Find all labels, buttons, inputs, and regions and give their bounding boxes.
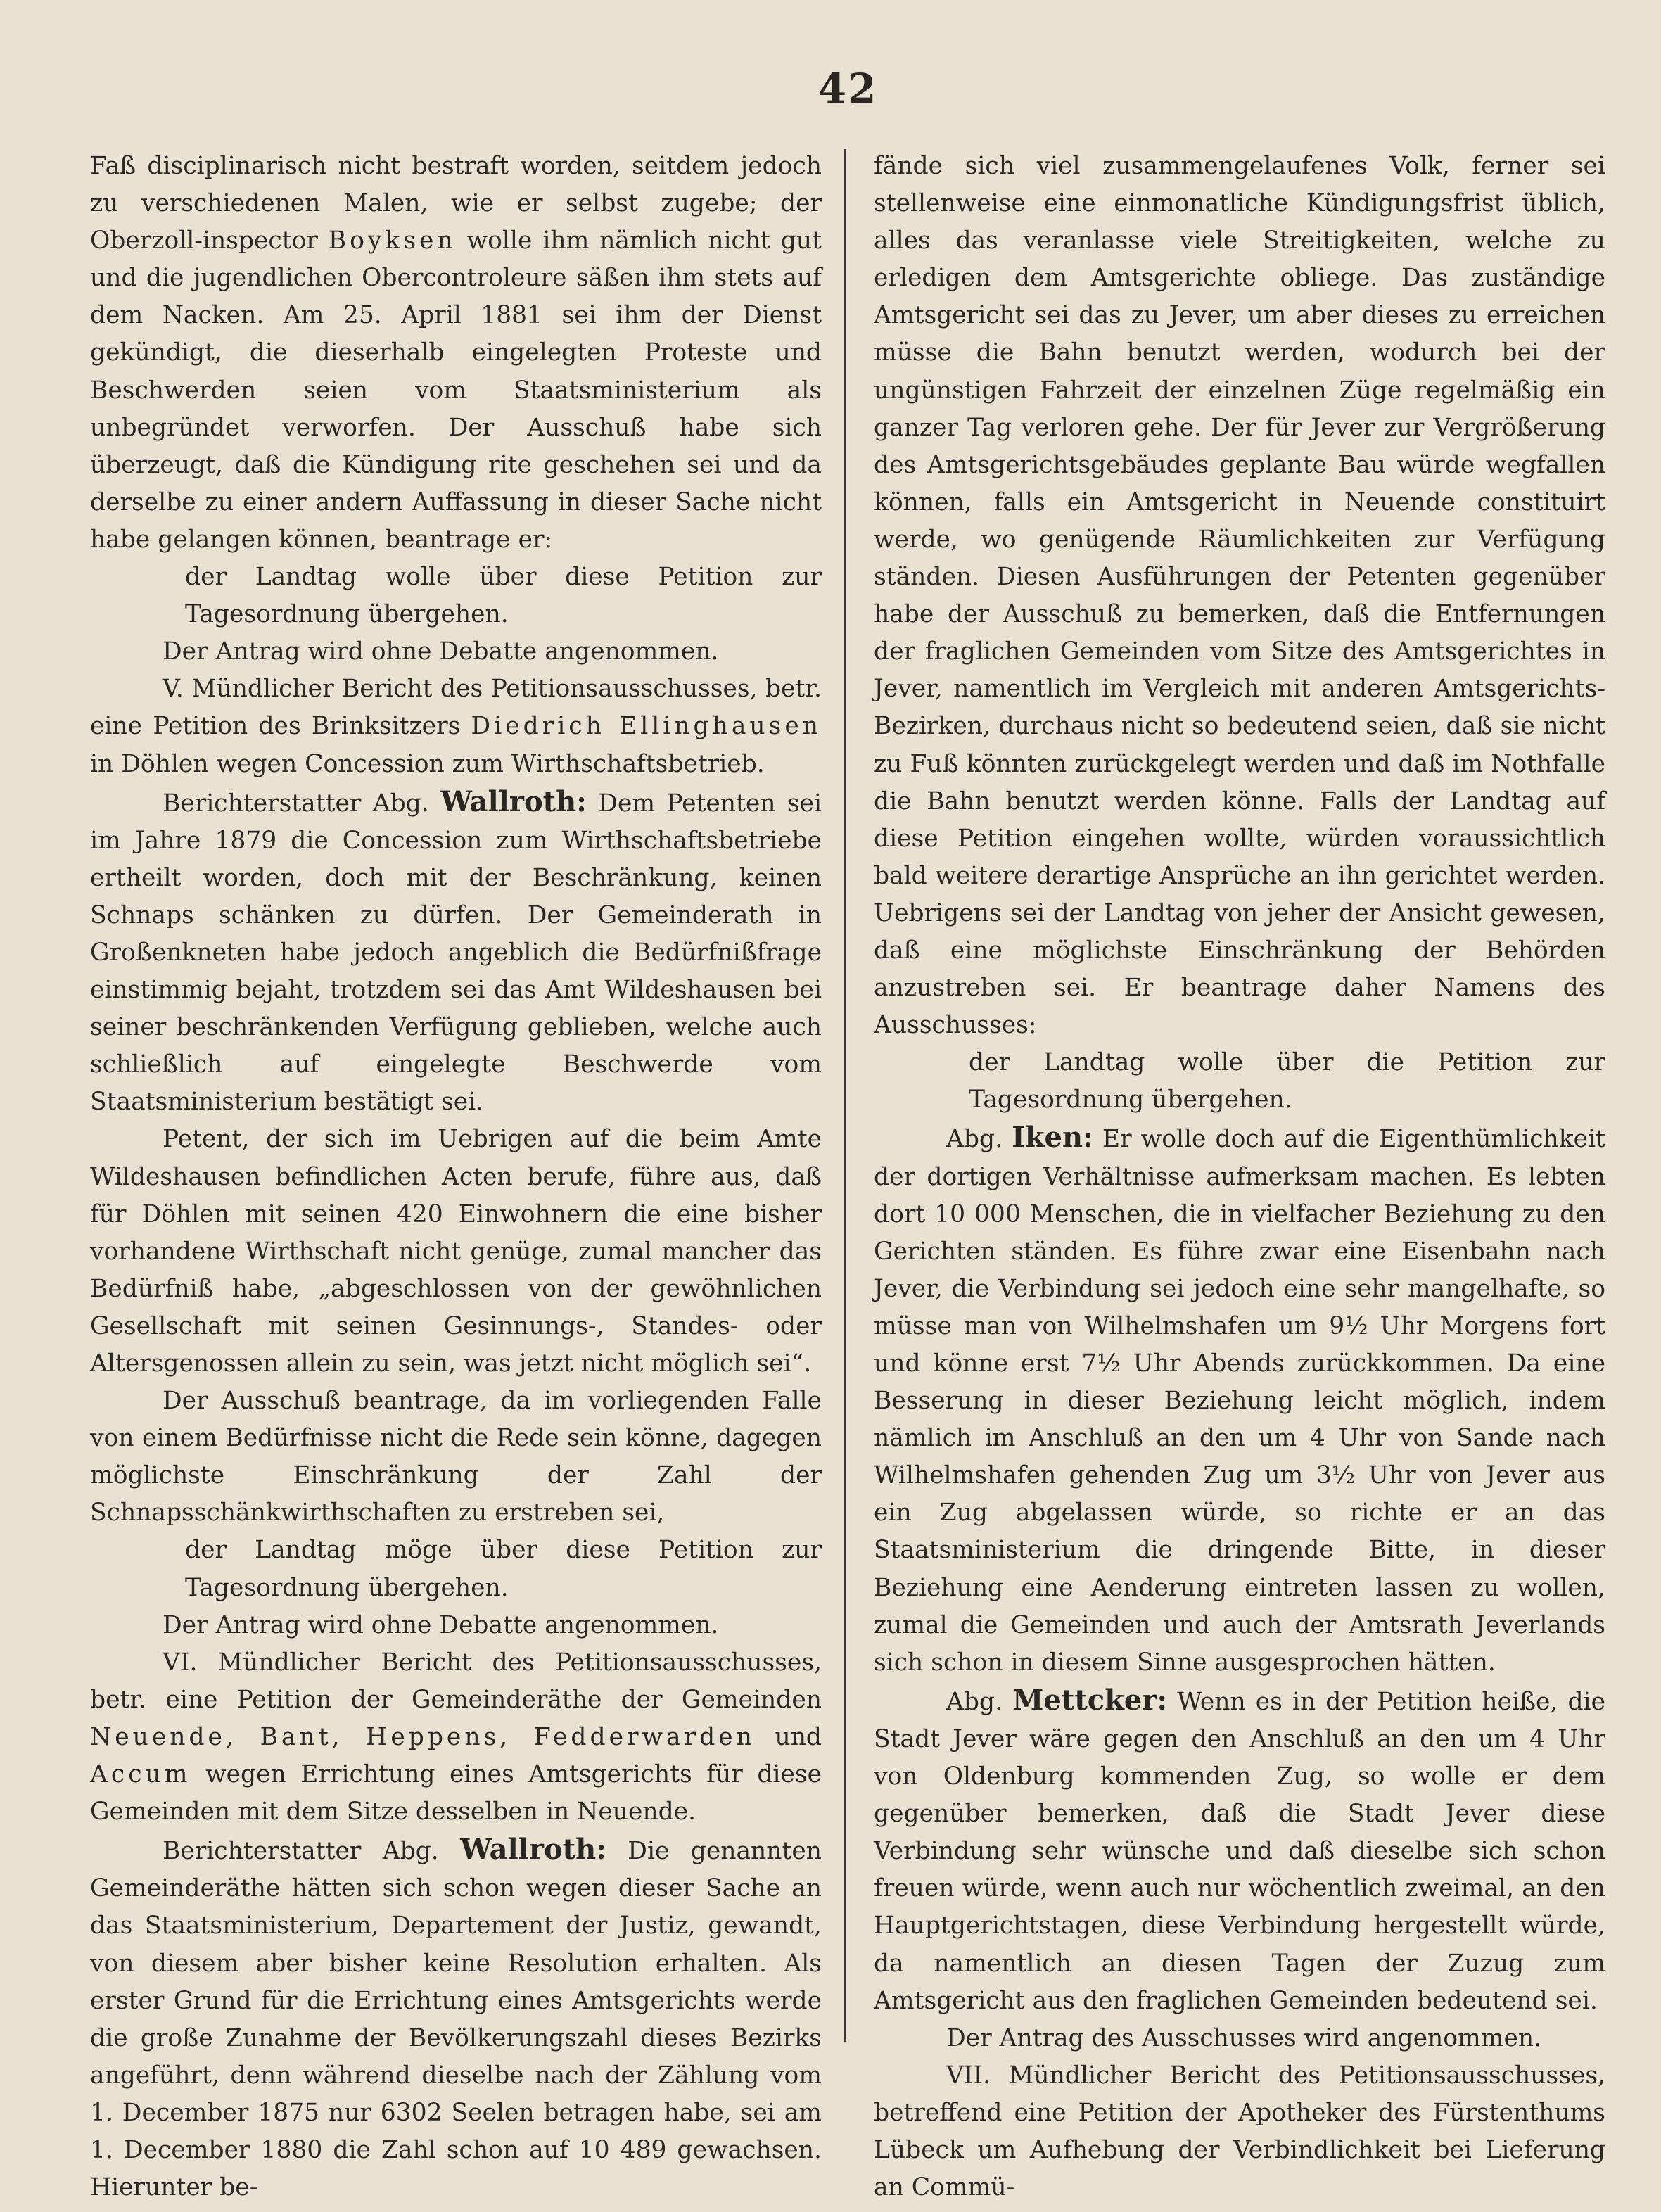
- page-number: 42: [817, 65, 878, 113]
- motion-text: der Landtag wolle über die Petition zur Tagesordnung übergehen.: [969, 1048, 1605, 1114]
- paragraph: Der Antrag wird ohne Debatte angenommen.: [163, 637, 719, 666]
- paragraph: fände sich viel zusammengelaufenes Volk, ferner sei stellenweise eine einmonatliche Kündigungsfrist üblich, alles das veranlasse viele Streitigkeiten, welche zu erledigen dem Amtsgerichte obliege. Das zuständige Amtsgericht sei das zu Jever, um aber dieses zu erreichen müsse die Bahn benutzt werden, wodurch bei der ungünstigen Fahrzeit der einzelnen Züge regelmäßig ein ganzer Tag verloren gehe. Der für Jever zur Vergrößerung des Amtsgerichtsgebäudes geplante Bau würde wegfallen können, falls ein Amtsgericht in Neuende constituirt werde, wo genügende Räumlichkeiten zur Verfügung ständen. Diesen Ausführungen der Petenten gegenüber habe der Ausschuß zu bemerken, daß die Entfernungen der fraglichen Gemeinden vom Sitze des Amtsgerichtes in Jever, namentlich im Vergleich mit anderen Amtsgerichts-Bezirken, durchaus nicht so bedeutend seien, daß sie nicht zu Fuß könnten zurückgelegt werden und daß im Nothfalle die Bahn benutzt werden könne. Falls der Landtag auf diese Petition eingehen wollte, würden voraussichtlich bald weitere derartige Ansprüche an ihn gerichtet werden. Uebrigens sei der Landtag von jeher der Ansicht gewesen, daß eine möglichste Einschränkung der Behörden anzustreben sei. Er beantrage daher Namens des Ausschusses:: [874, 152, 1605, 1040]
- paragraph: Abg. Iken: Er wolle doch auf die Eigenthümlichkeit der dortigen Verhältnisse aufmerksam machen. Es lebten dort 10 000 Menschen, die in vielfacher Beziehung zu den Gerichten ständen. Es führe zwar eine Eisenbahn nach Jever, die Verbindung sei jedoch eine sehr mangelhafte, so müsse man von Wilhelmshafen um 9½ Uhr Morgens fort und könne erst 7½ Uhr Abends zurückkommen. Da eine Besserung in dieser Beziehung leicht möglich, indem nämlich im Anschluß an den um 4 Uhr von Sande nach Wilhelmshafen gehenden Zug um 3½ Uhr von Jever aus ein Zug abgelassen würde, so richte er an das Staatsministerium die dringende Bitte, in dieser Beziehung eine Aenderung eintreten lassen zu wollen, zumal die Gemeinden und auch der Amtsrath Jeverlands sich schon in diesem Sinne ausgesprochen hätten.: [874, 1121, 1605, 1677]
- paragraph: Abg. Mettcker: Wenn es in der Petition heiße, die Stadt Jever wäre gegen den Anschluß an den um 4 Uhr von Oldenburg kommenden Zug, so wolle er dem gegenüber bemerken, daß die Stadt Jever diese Verbindung sehr wünsche und daß dieselbe sich schon freuen würde, wenn auch nur wöchentlich zweimal, an den Hauptgerichtstagen, diese Verbindung hergestellt würde, da namentlich an diesen Tagen der Zuzug zum Amtsgericht aus den fraglichen Gemeinden bedeutend sei.: [874, 1683, 1605, 2015]
- section-heading: V. Mündlicher Bericht des Petitionsausschusses, betr. eine Petition des Brinksitzers Diedrich Ellinghausen in Döhlen wegen Concession zum Wirthschaftsbetrieb.: [90, 675, 822, 778]
- paragraph: Faß disciplinarisch nicht bestraft worden, seitdem jedoch zu verschiedenen Malen, wie er selbst zugebe; der Oberzoll-inspector Boyksen wolle ihm nämlich nicht gut und die jugendlichen Obercontroleure säßen ihm stets auf dem Nacken. Am 25. April 1881 sei ihm der Dienst gekündigt, die dieserhalb eingelegten Proteste und Beschwerden seien vom Staatsministerium als unbegründet verworfen. Der Ausschuß habe sich überzeugt, daß die Kündigung rite geschehen sei und da derselbe zu einer andern Auffassung in dieser Sache nicht habe gelangen können, beantrage er:: [90, 152, 822, 554]
- section-heading: VI. Mündlicher Bericht des Petitionsausschusses, betr. eine Petition der Gemeinderäthe der Gemeinden Neuende, Bant, Heppens, Fedderwarden und Accum wegen Errichtung eines Amtsgerichts für diese Gemeinden mit dem Sitze desselben in Neuende.: [90, 1648, 822, 1826]
- speaker-name: Mettcker:: [1012, 1683, 1168, 1717]
- left-column: [90, 148, 822, 2206]
- paragraph: Petent, der sich im Uebrigen auf die beim Amte Wildeshausen befindlichen Acten berufe, führe aus, daß für Döhlen mit seinen 420 Einwohnern die eine bisher vorhandene Wirthschaft nicht genüge, zumal mancher das Bedürfniß habe, „abgeschlossen von der gewöhnlichen Gesellschaft mit seinen Gesinnungs-, Standes- oder Altersgenossen allein zu sein, was jetzt nicht möglich sei“.: [90, 1125, 822, 1378]
- paragraph: Der Antrag des Ausschusses wird angenommen.: [946, 2023, 1542, 2052]
- paragraph: Der Ausschuß beantrage, da im vorliegenden Falle von einem Bedürfnisse nicht die Rede sein könne, dagegen möglichste Einschränkung der Zahl der Schnapsschänkwirthschaften zu erstreben sei,: [90, 1387, 822, 1527]
- motion-text: der Landtag wolle über diese Petition zur Tagesordnung übergehen.: [185, 563, 822, 629]
- right-column: [874, 148, 1605, 2206]
- section-heading: VII. Mündlicher Bericht des Petitionsausschusses, betreffend eine Petition der Apotheker des Fürstenthums Lübeck um Aufhebung der Verbindlichkeit bei Lieferung an Commü-: [874, 2061, 1605, 2202]
- speaker-name: Wallroth:: [440, 784, 587, 818]
- speaker-name: Iken:: [1012, 1121, 1093, 1155]
- paragraph: Berichterstatter Abg. Wallroth: Dem Petenten sei im Jahre 1879 die Concession zum Wirthschaftsbetriebe ertheilt worden, doch mit der Beschränkung, keinen Schnaps schänken zu dürfen. Der Gemeinderath in Großenkneten habe jedoch angeblich die Bedürfnißfrage einstimmig bejaht, trotzdem sei das Amt Wildeshausen bei seiner beschränkenden Verfügung geblieben, welche auch schließlich auf eingelegte Beschwerde vom Staatsministerium bestätigt sei.: [90, 784, 822, 1117]
- paragraph: Der Antrag wird ohne Debatte angenommen.: [163, 1610, 719, 1639]
- speaker-name: Wallroth:: [460, 1833, 606, 1867]
- paragraph: Berichterstatter Abg. Wallroth: Die genannten Gemeinderäthe hätten sich schon wegen dieser Sache an das Staatsministerium, Departement der Justiz, gewandt, von diesem aber bisher keine Resolution erhalten. Als erster Grund für die Errichtung eines Amtsgerichts werde die große Zunahme der Bevölkerungszahl dieses Bezirks angeführt, denn während dieselbe nach der Zählung vom 1. December 1875 nur 6302 Seelen betragen habe, sei am 1. December 1880 die Zahl schon auf 10 489 gewachsen. Hierunter be-: [90, 1833, 822, 2202]
- motion-text: der Landtag möge über diese Petition zur Tagesordnung übergehen.: [185, 1536, 822, 1602]
- column-divider: [844, 149, 846, 2042]
